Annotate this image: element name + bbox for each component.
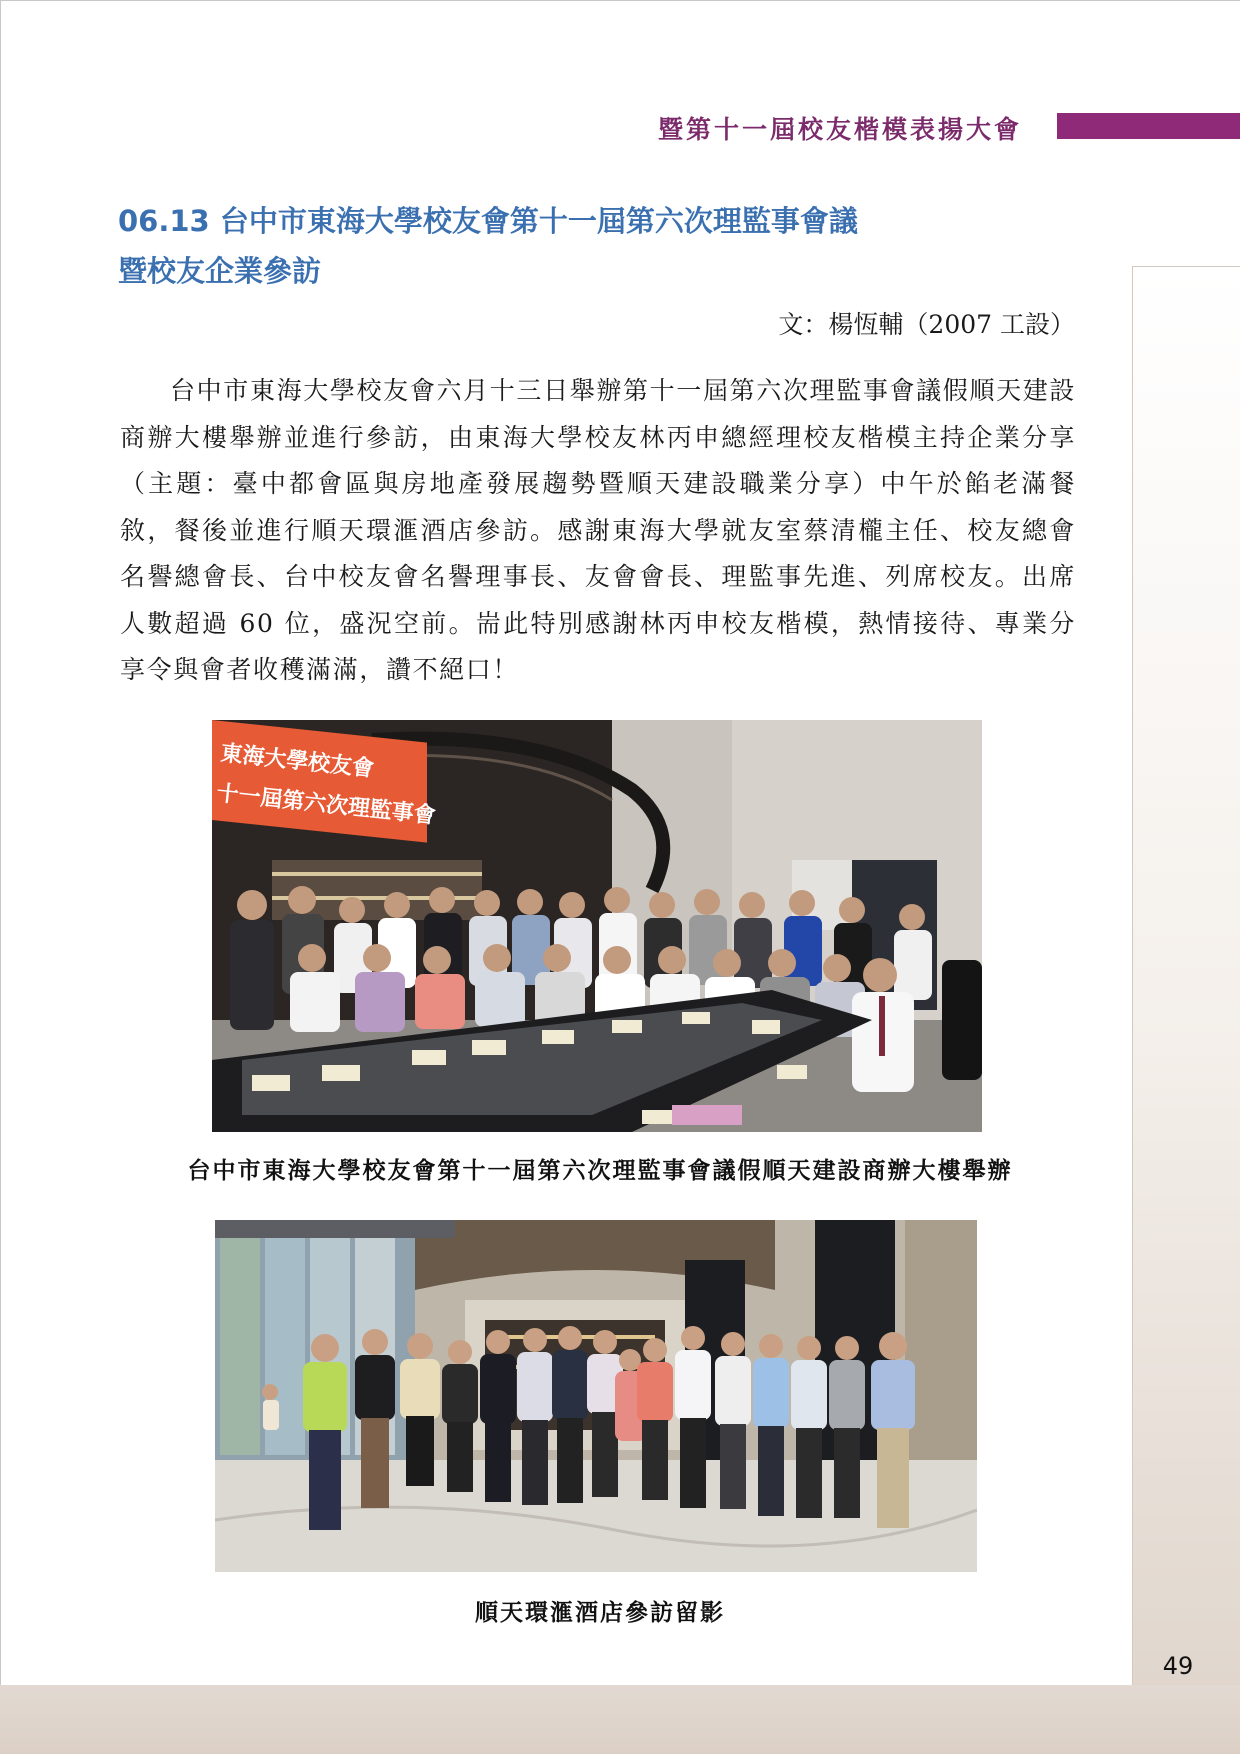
hotel-group-photo	[215, 1220, 977, 1572]
page-top-border	[0, 0, 1240, 1]
banner-text-2: 十一屆第六次理監事會	[215, 780, 437, 829]
banner-text-1: 東海大學校友會	[219, 740, 376, 783]
article-body: 台中市東海大學校友會六月十三日舉辦第十一屆第六次理監事會議假順天建設商辦大樓舉辦並進行參訪，由東海大學校友林丙申總經理校友楷模主持企業分享（主題：臺中都會區與房地產發展趨勢暨順天建設職業分享）中午於餡老滿餐敘，餐後並進行順天環滙酒店參訪。感謝東海大學就友室蔡清櫳主任、校友總會名譽總會長、台中校友會名譽理事長、友會會長、理監事先進、列席校友。出席人數超過 60 位，盛況空前。耑此特別感謝林丙申校友楷模，熱情接待、專業分享令與會者收穫滿滿，讚不絕口！	[120, 376, 1076, 684]
running-header-title: 暨第十一屆校友楷模表揚大會	[657, 115, 1022, 144]
article-title-line-2: 暨校友企業參訪	[118, 254, 322, 288]
article-title-line-1: 06.13 台中市東海大學校友會第十一屆第六次理監事會議	[118, 204, 858, 238]
page-left-border	[0, 0, 1, 1685]
bottom-decorative-band	[0, 1685, 1240, 1754]
header-accent-bar	[1057, 113, 1240, 139]
side-decorative-panel	[1132, 266, 1240, 1687]
meeting-photo	[212, 720, 982, 1132]
hotel-photo-caption: 順天環滙酒店參訪留影	[475, 1599, 725, 1626]
page-number: 49	[1162, 1652, 1194, 1680]
article-title	[118, 196, 1018, 296]
article-author: 文：楊恆輔（2007 工設）	[778, 310, 1075, 339]
meeting-photo-caption: 台中市東海大學校友會第十一屆第六次理監事會議假順天建設商辦大樓舉辦	[187, 1157, 1013, 1184]
